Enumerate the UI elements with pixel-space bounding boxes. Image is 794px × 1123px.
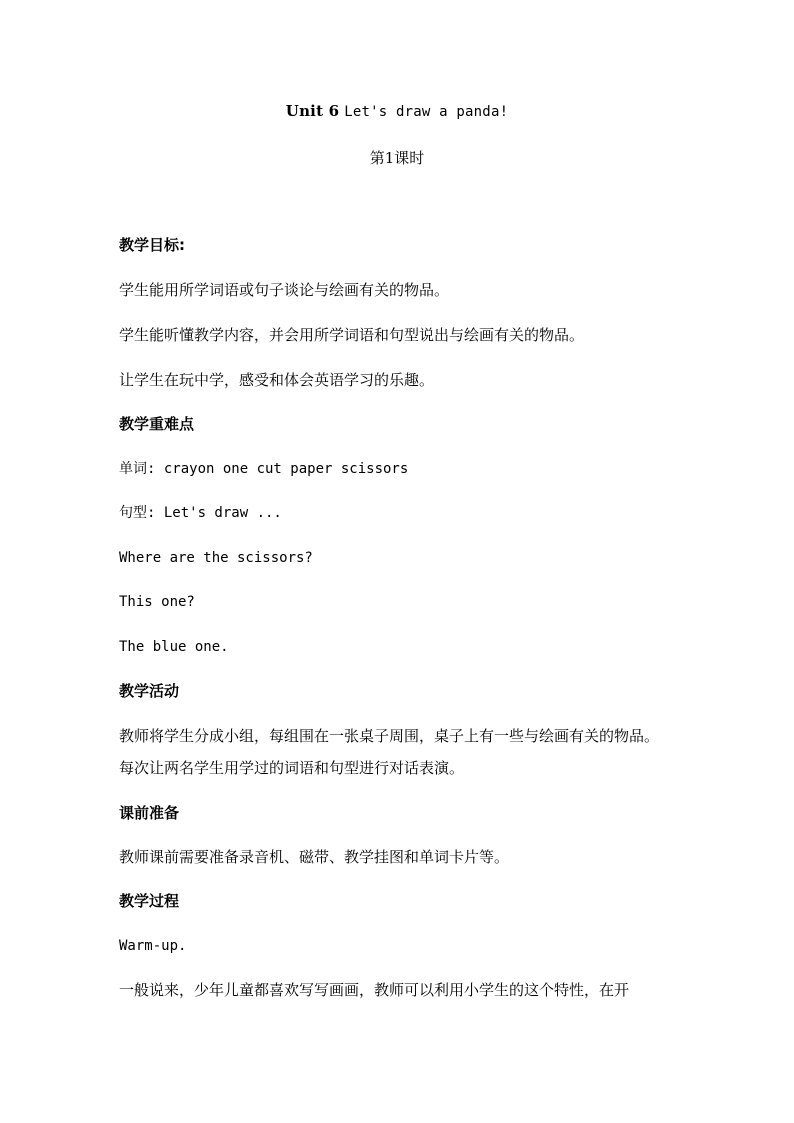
example-line-1: Where are the scissors? (119, 550, 313, 566)
title-text: Let's draw a panda! (344, 104, 509, 120)
lesson-number: 第1课时 (369, 149, 425, 167)
process-paragraph: 一般说来，少年儿童都喜欢写写画画，教师可以利用小学生的这个特性，在开 (119, 981, 630, 999)
heading-process: 教学过程 (119, 892, 180, 910)
document-title (0, 102, 794, 120)
key-pattern-line: 句型: Let's draw ... (119, 505, 282, 521)
preparation-paragraph: 教师课前需要准备录音机、磁带、教学挂图和单词卡片等。 (119, 848, 510, 866)
key-words-line: 单词: crayon one cut paper scissors (119, 461, 409, 477)
objective-line-1: 学生能用所学词语或句子谈论与绘画有关的物品。 (119, 281, 450, 299)
heading-key-points: 教学重难点 (119, 415, 195, 433)
objective-line-3: 让学生在玩中学，感受和体会英语学习的乐趣。 (119, 371, 435, 389)
activities-paragraph: 教师将学生分成小组，每组围在一张桌子周围，桌子上有一些与绘画有关的物品。每次让两名学生用学过的词语和句型进行对话表演。 (119, 727, 660, 777)
heading-objectives: 教学目标: (119, 236, 185, 254)
warmup-line: Warm-up. (119, 938, 187, 954)
objective-line-2: 学生能听懂教学内容，并会用所学词语和句型说出与绘画有关的物品。 (119, 326, 585, 344)
example-line-2: This one? (119, 594, 195, 610)
title-unit: Unit 6 (285, 102, 340, 120)
heading-activities: 教学活动 (119, 682, 180, 700)
example-line-3: The blue one. (119, 639, 229, 655)
heading-preparation: 课前准备 (119, 804, 180, 822)
